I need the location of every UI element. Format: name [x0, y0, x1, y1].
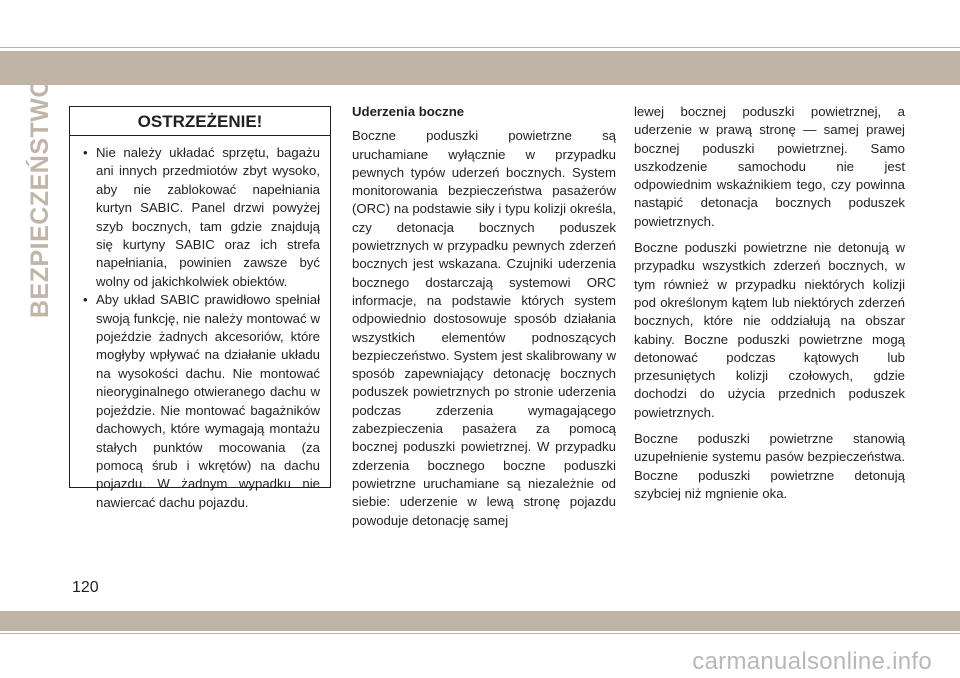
- page-number: 120: [72, 579, 99, 596]
- paragraph: Boczne poduszki powietrzne nie detonują w przypadku wszystkich zderzeń bocznych, w tym również w przypadku niektórych kolizji pod określonym kątem lub niektórych zderzeń bocznych, które nie oddziałują na obszar kabiny. Boczne poduszki powietrzne mogą detonować podczas kątowych lub przesuniętych kolizji czołowych, gdzie dochodzi do użycia przednich poduszek powietrznych.: [634, 240, 905, 420]
- warning-list: [70, 136, 330, 512]
- warning-box: [69, 106, 331, 510]
- header-bar: [0, 51, 960, 85]
- footer-rule: [0, 633, 960, 634]
- header-rule: [0, 47, 960, 48]
- section-heading: Uderzenia boczne: [352, 104, 465, 119]
- text-column-right: [634, 103, 905, 511]
- warning-item: • Aby układ SABIC prawidłowo spełniał swoją funkcję, nie należy montować w pojeździe żadnych akcesoriów, które mogłyby wpływać na działanie układu na wysokości dachu. Nie montować nieoryginalnego otwieranego dachu w pojeździe. Nie montować bagażników dachowych, które wymagają montażu stałych punktów mocowania (za pomocą śrub i wkrętów) na dachu pojazdu. W żadnym wypadku nie nawiercać dachu pojazdu.: [80, 291, 320, 512]
- paragraph: lewej bocznej poduszki powietrznej, a uderzenie w prawą stronę — samej prawej bocznej poduszki powietrznej. Samo uszkodzenie samochodu nie jest odpowiednim wskaźnikiem tego, czy powinna nastąpić detonacja bocznych poduszek powietrznych.: [634, 104, 905, 229]
- text-column-middle: [352, 103, 616, 538]
- paragraph: Boczne poduszki powietrzne stanowią uzupełnienie systemu pasów bezpieczeństwa. Boczne poduszki powietrzne detonują szybciej niż mgnienie oka.: [634, 431, 905, 501]
- header-band: [0, 0, 960, 85]
- section-title: BEZPIECZEŃSTWO: [26, 77, 54, 318]
- warning-item: • Nie należy układać sprzętu, bagażu ani innych przedmiotów zbyt wysoko, aby nie zablokować napełniania kurtyn SABIC. Panel drzwi powyżej szyb bocznych, tam gdzie znajdują się kurtyny SABIC oraz ich strefa napełniania, powinien zawsze być wolny od jakichkolwiek obiektów.: [80, 144, 320, 291]
- watermark: carmanualsonline.info: [692, 648, 932, 675]
- warning-title: OSTRZEŻENIE!: [70, 107, 330, 136]
- footer-band: [0, 611, 960, 631]
- paragraph: Boczne poduszki powietrzne są uruchamiane wyłącznie w przypadku pewnych typów uderzeń bocznych. System monitorowania bezpieczeństwa pasażerów (ORC) na podstawie siły i typu kolizji określa, czy detonacja bocznych poduszek powietrznych w przypadku pewnych zderzeń bocznych jest wskazana. Czujniki uderzenia bocznego dostarczają systemowi ORC informacje, na podstawie których system odpowiednio dostosowuje sposób działania wszystkich elementów podnoszących bezpieczeństwo. System jest skalibrowany w sposób zapewniający detonację bocznych poduszek powietrznych po stronie uderzenia podczas zderzenia wymagającego zabezpieczenia pasażera za pomocą bocznej poduszki powietrznej. W przypadku zderzenia bocznego boczne poduszki powietrzne uruchamiane są niezależnie od siebie: uderzenie w lewą stronę pojazdu powoduje detonację samej: [352, 128, 616, 528]
